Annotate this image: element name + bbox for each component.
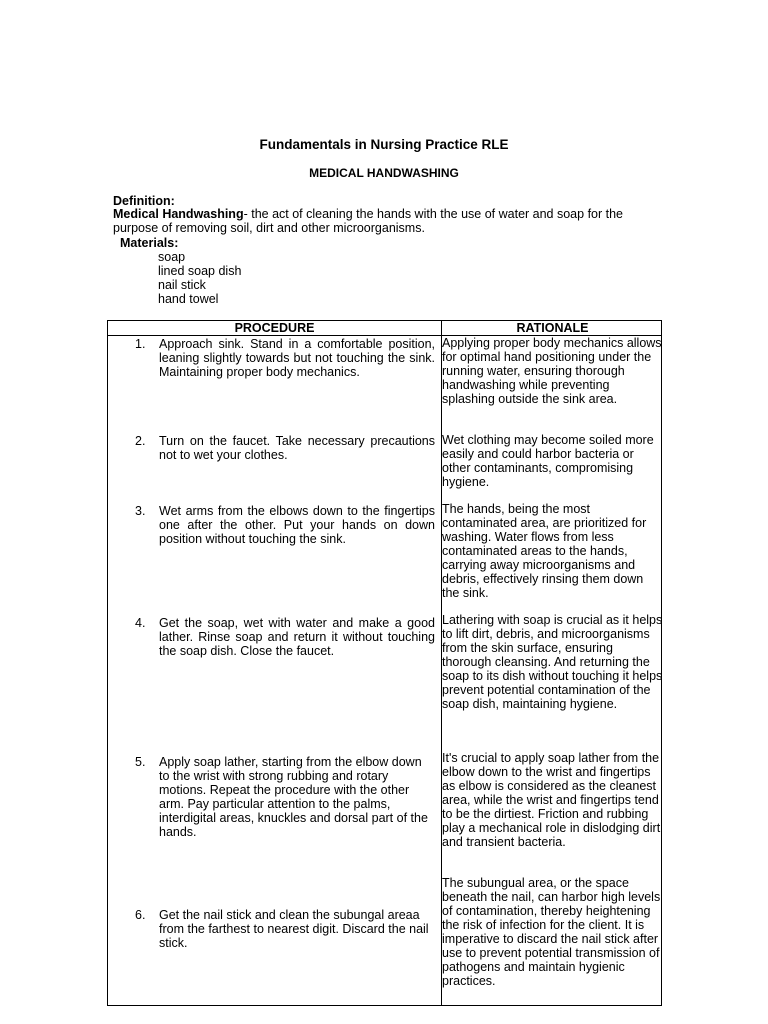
procedure-column-header: PROCEDURE: [234, 321, 315, 335]
procedure-step: Apply soap lather, starting from the elbow down to the wrist with strong rubbing and rotary motions. Repeat the procedure with the other arm. Pay particular attention to the palms, interdigital areas, knuckles and dorsal part of the hands.: [159, 755, 428, 839]
document-subtitle: MEDICAL HANDWASHING: [309, 166, 459, 180]
material-item: hand towel: [158, 292, 219, 306]
definition-text: - the act of cleaning the hands with the use of water and soap for the purpose of removing soil, dirt and other microorganisms.: [113, 207, 624, 235]
procedure-step: Turn on the faucet. Take necessary precautions not to wet your clothes.: [159, 434, 435, 462]
rationale-text: Lathering with soap is crucial as it helps to lift dirt, debris, and microorganisms from the skin surface, ensuring thorough cleansing. And returning the soap to its dish without touching it helps prevent potential contamination of the soap dish, maintaining hygiene.: [442, 613, 663, 711]
material-item: lined soap dish: [158, 264, 242, 278]
step-number: 6.: [135, 908, 146, 922]
definition-paragraph: [113, 208, 661, 235]
rationale-text: It's crucial to apply soap lather from the elbow down to the wrist and fingertips as elbow is considered as the cleanest area, while the wrist and fingertips tend to be the dirtiest. Friction and rubbing play a mechanical role in dislodging dirt and transient bacteria.: [442, 751, 661, 849]
materials-list: [158, 250, 241, 306]
procedure-table: [107, 320, 662, 1006]
materials-heading: Materials:: [120, 236, 179, 250]
procedure-step: Approach sink. Stand in a comfortable position, leaning slightly towards but not touching the sink. Maintaining proper body mechanics.: [159, 337, 435, 379]
step-number: 5.: [135, 755, 146, 769]
rationale-text: Applying proper body mechanics allows for optimal hand positioning under the running water, ensuring thorough handwashing while preventing splashing outside the sink area.: [442, 336, 662, 406]
procedure-step: Wet arms from the elbows down to the fingertips one after the other. Put your hands on down position without touching the sink.: [159, 504, 435, 546]
document-title: Fundamentals in Nursing Practice RLE: [259, 137, 509, 152]
material-item: nail stick: [158, 278, 206, 292]
step-number: 4.: [135, 616, 146, 630]
material-item: soap: [158, 250, 186, 264]
rationale-text: Wet clothing may become soiled more easily and could harbor bacteria or other contaminants, compromising hygiene.: [442, 433, 654, 489]
rationale-column-header: RATIONALE: [516, 321, 589, 335]
definition-heading: Definition:: [113, 194, 175, 208]
rationale-text: The subungual area, or the space beneath the nail, can harbor high levels of contamination, thereby heightening the risk of infection for the client. It is imperative to discard the nail stick after use to prevent potential transmission of pathogens and maintain hygienic practices.: [442, 876, 661, 988]
definition-term: Medical Handwashing: [113, 207, 244, 221]
step-number: 1.: [135, 337, 146, 351]
step-number: 3.: [135, 504, 146, 518]
rationale-text: The hands, being the most contaminated area, are prioritized for washing. Water flows from less contaminated areas to the hands, carrying away microorganisms and debris, effectively rinsing them down the sink.: [442, 502, 647, 600]
procedure-step: Get the nail stick and clean the subungal areaa from the farthest to nearest digit. Discard the nail stick.: [159, 908, 429, 950]
procedure-step: Get the soap, wet with water and make a good lather. Rinse soap and return it without touching the soap dish. Close the faucet.: [159, 616, 435, 658]
step-number: 2.: [135, 434, 146, 448]
